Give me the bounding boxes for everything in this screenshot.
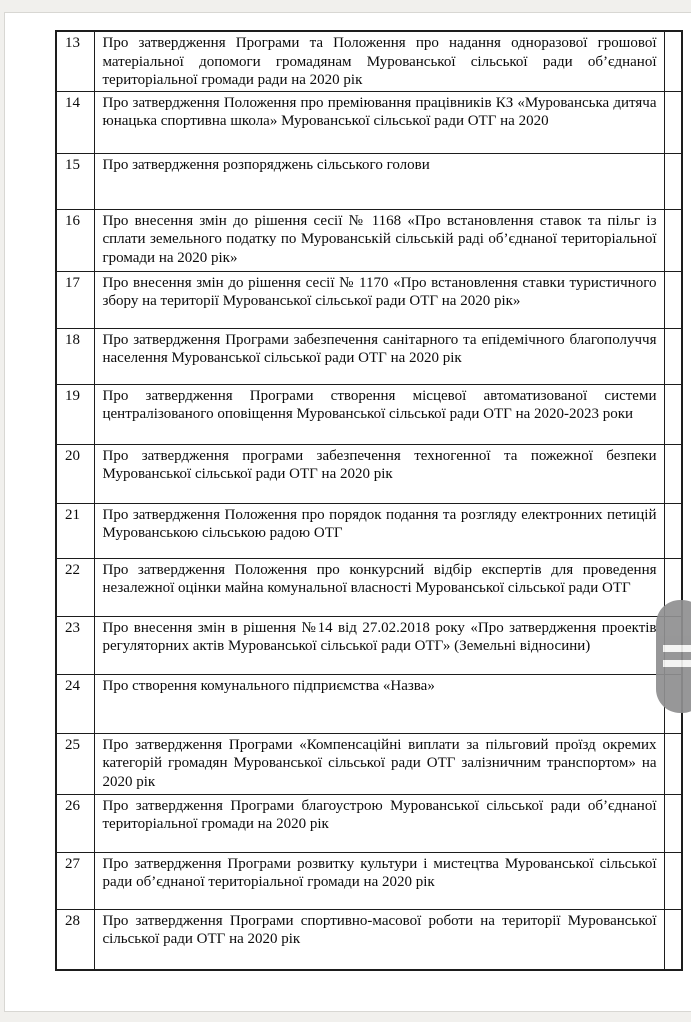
- table-row: [56, 328, 682, 384]
- row-number: 28: [56, 909, 94, 970]
- row-empty-cell: [664, 31, 682, 91]
- table-row: [56, 909, 682, 970]
- table-row: [56, 444, 682, 503]
- row-text: Про затвердження Програми «Компенсаційні виплати за пільговий проїзд окремих категорій громадян Мурованської сільської ради ОТГ залізничним транспортом» на 2020 рік: [94, 733, 664, 794]
- row-text: Про затвердження Програми розвитку культури і мистецтва Мурованської сільської ради об’єднаної територіальної громади на 2020 рік: [94, 852, 664, 909]
- row-empty-cell: [664, 153, 682, 209]
- row-text: Про затвердження Положення про порядок подання та розгляду електронних петицій Мурованською сільською радою ОТГ: [94, 503, 664, 558]
- row-text: Про затвердження програми забезпечення техногенної та пожежної безпеки Мурованської сільської ради ОТГ на 2020 рік: [94, 444, 664, 503]
- table-row: [56, 558, 682, 616]
- row-number: 24: [56, 674, 94, 733]
- table-row: [56, 384, 682, 444]
- row-number: 17: [56, 271, 94, 328]
- table-row: [56, 153, 682, 209]
- table-row: [56, 616, 682, 674]
- table-row: [56, 794, 682, 852]
- row-text: Про внесення змін до рішення сесії № 1168 «Про встановлення ставок та пільг із сплати земельного податку по Мурованській сільській раді об’єднаної територіальної громади на 2020 рік»: [94, 209, 664, 271]
- row-text: Про затвердження Положення про конкурсний відбір експертів для проведення незалежної оцінки майна комунальної власності Мурованської сільської ради ОТГ: [94, 558, 664, 616]
- row-number: 23: [56, 616, 94, 674]
- row-number: 25: [56, 733, 94, 794]
- row-empty-cell: [664, 271, 682, 328]
- grip-lines-icon: [663, 645, 691, 652]
- row-number: 22: [56, 558, 94, 616]
- row-empty-cell: [664, 503, 682, 558]
- row-number: 13: [56, 31, 94, 91]
- row-number: 27: [56, 852, 94, 909]
- row-text: Про затвердження Програми спортивно-масової роботи на території Мурованської сільської ради ОТГ на 2020 рік: [94, 909, 664, 970]
- table-row: [56, 31, 682, 91]
- row-text: Про затвердження Програми створення місцевої автоматизованої системи централізованого оповіщення Мурованської сільської ради ОТГ на 2020-2023 роки: [94, 384, 664, 444]
- table-row: [56, 209, 682, 271]
- grip-lines-icon: [663, 660, 691, 667]
- row-text: Про затвердження Положення про преміювання працівників КЗ «Мурованська дитяча юнацька спортивна школа» Мурованської сільської ради ОТГ на 2020: [94, 91, 664, 153]
- table-row: [56, 674, 682, 733]
- row-empty-cell: [664, 444, 682, 503]
- row-text: Про затвердження розпоряджень сільського голови: [94, 153, 664, 209]
- table-row: [56, 271, 682, 328]
- row-number: 18: [56, 328, 94, 384]
- row-number: 26: [56, 794, 94, 852]
- row-text: Про внесення змін до рішення сесії № 1170 «Про встановлення ставки туристичного збору на території Мурованської сільської ради ОТГ на 2020 рік»: [94, 271, 664, 328]
- row-number: 14: [56, 91, 94, 153]
- scrollbar-thumb[interactable]: [656, 600, 691, 713]
- row-empty-cell: [664, 328, 682, 384]
- row-empty-cell: [664, 852, 682, 909]
- table-row: [56, 503, 682, 558]
- agenda-table: [55, 30, 683, 971]
- row-empty-cell: [664, 91, 682, 153]
- row-empty-cell: [664, 209, 682, 271]
- row-text: Про затвердження Програми забезпечення санітарного та епідемічного благополуччя населення Мурованської сільської ради ОТГ на 2020 рік: [94, 328, 664, 384]
- row-text: Про внесення змін в рішення №14 від 27.02.2018 року «Про затвердження проектів регуляторних актів Мурованської сільської ради ОТГ» (Земельні відносини): [94, 616, 664, 674]
- row-number: 20: [56, 444, 94, 503]
- document-page: [4, 12, 691, 1012]
- table-row: [56, 733, 682, 794]
- row-text: Про створення комунального підприємства «Назва»: [94, 674, 664, 733]
- row-empty-cell: [664, 909, 682, 970]
- row-empty-cell: [664, 384, 682, 444]
- row-number: 15: [56, 153, 94, 209]
- table-row: [56, 852, 682, 909]
- row-text: Про затвердження Програми та Положення про надання одноразової грошової матеріальної допомоги громадянам Мурованської сільської ради об’єднаної територіальної громади ради на 2020 рік: [94, 31, 664, 91]
- row-text: Про затвердження Програми благоустрою Мурованської сільської ради об’єднаної територіальної громади на 2020 рік: [94, 794, 664, 852]
- row-empty-cell: [664, 794, 682, 852]
- row-empty-cell: [664, 733, 682, 794]
- row-number: 16: [56, 209, 94, 271]
- row-number: 21: [56, 503, 94, 558]
- agenda-table-body: [56, 31, 682, 970]
- table-row: [56, 91, 682, 153]
- row-number: 19: [56, 384, 94, 444]
